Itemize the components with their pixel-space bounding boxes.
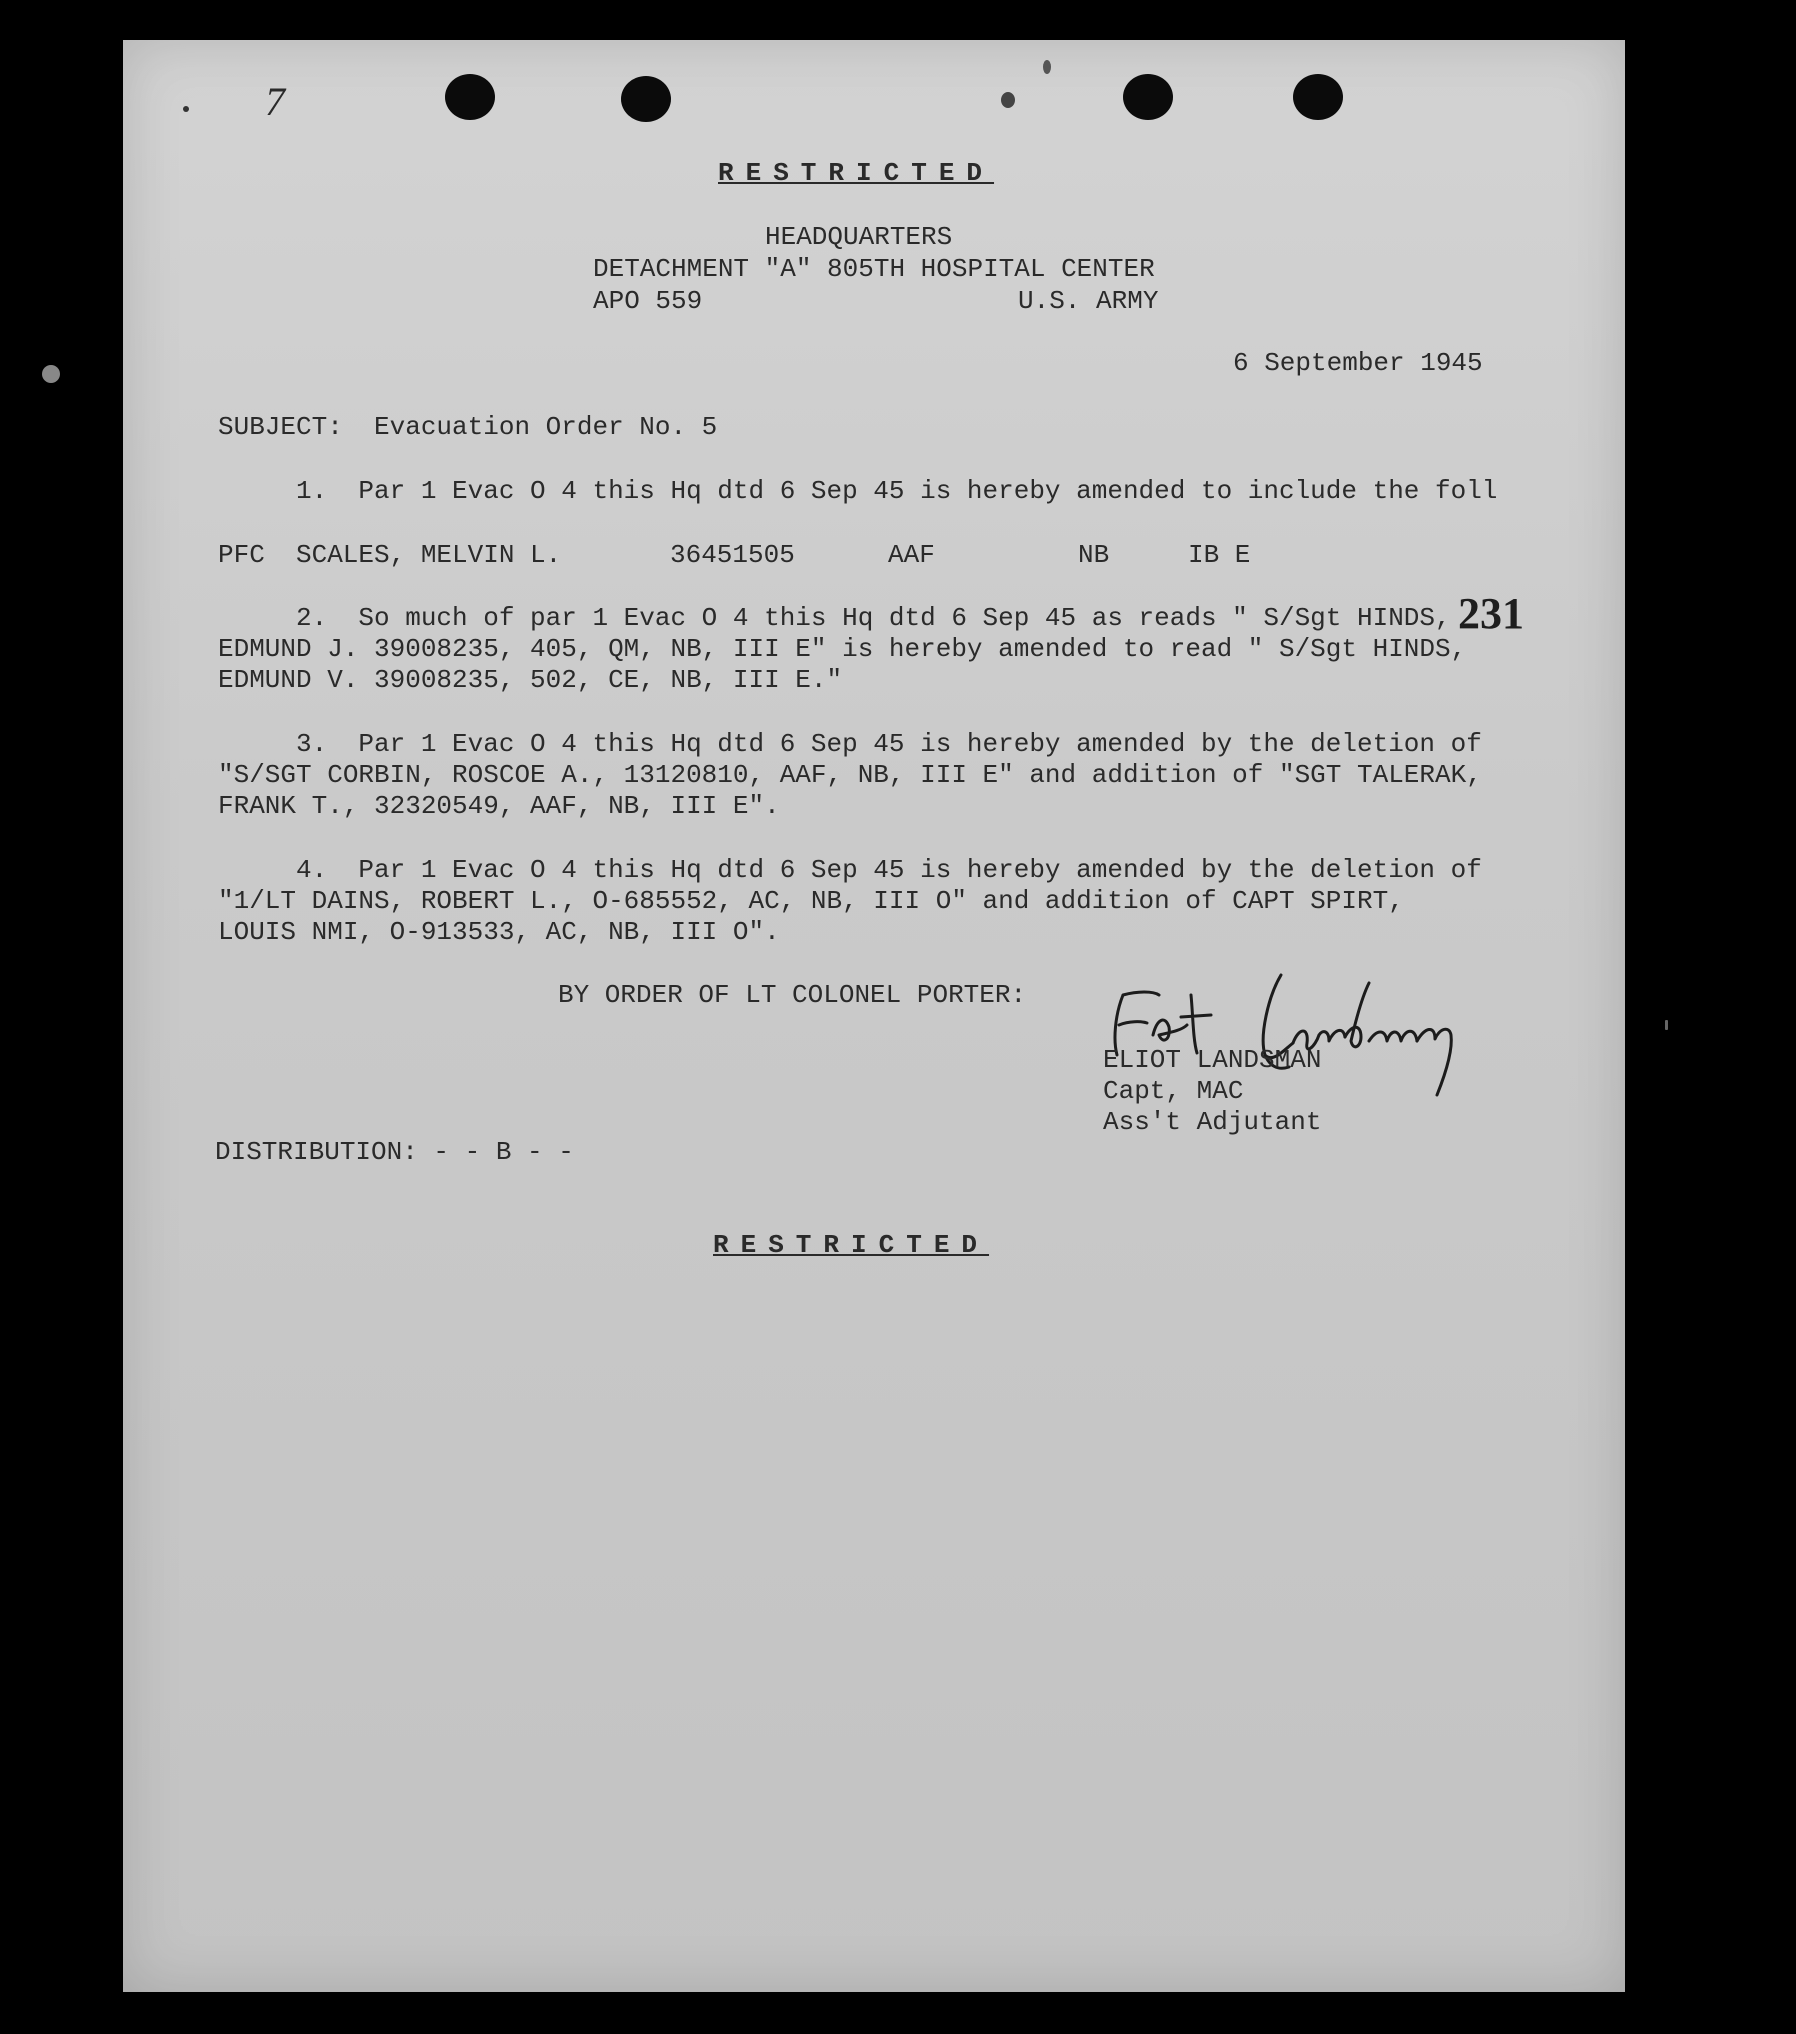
document-page — [123, 40, 1625, 1992]
signer-name: ELIOT LANDSMAN — [1103, 1045, 1322, 1075]
speck — [1043, 60, 1051, 74]
page-number-stamp: 231 — [1458, 589, 1524, 638]
paragraph-3-line-1: 3. Par 1 Evac O 4 this Hq dtd 6 Sep 45 is hereby amended by the deletion of — [218, 729, 1482, 759]
distribution-line: DISTRIBUTION: - - B - - — [215, 1137, 574, 1167]
speck — [183, 106, 189, 112]
roster-branch: AAF — [888, 540, 935, 570]
paragraph-2-line-1: 2. So much of par 1 Evac O 4 this Hq dtd 6 Sep 45 as reads " S/Sgt HINDS, — [218, 603, 1451, 633]
roster-name: SCALES, MELVIN L. — [296, 540, 562, 570]
top-left-mark: 7 — [265, 79, 285, 124]
classification-top: RESTRICTED — [718, 158, 995, 188]
roster-serial: 36451505 — [670, 540, 795, 570]
header-line-2: DETACHMENT "A" 805TH HOSPITAL CENTER — [593, 254, 1155, 284]
header-army: U.S. ARMY — [1018, 286, 1159, 316]
punch-hole — [621, 76, 671, 122]
paragraph-4-line-2: "1/LT DAINS, ROBERT L., O-685552, AC, NB, III O" and addition of CAPT SPIRT, — [218, 886, 1404, 916]
document-date: 6 September 1945 — [1233, 348, 1483, 378]
paragraph-4-line-1: 4. Par 1 Evac O 4 this Hq dtd 6 Sep 45 is hereby amended by the deletion of — [218, 855, 1482, 885]
paragraph-3-line-3: FRANK T., 32320549, AAF, NB, III E". — [218, 791, 780, 821]
subject-line: SUBJECT: Evacuation Order No. 5 — [218, 412, 718, 442]
paragraph-2-line-3: EDMUND V. 39008235, 502, CE, NB, III E." — [218, 665, 843, 695]
paragraph-2-line-2: EDMUND J. 39008235, 405, QM, NB, III E" is hereby amended to read " S/Sgt HINDS, — [218, 634, 1467, 664]
paragraph-4-line-3: LOUIS NMI, O-913533, AC, NB, III O". — [218, 917, 780, 947]
header-apo: APO 559 — [593, 286, 703, 316]
punch-hole — [445, 74, 495, 120]
paragraph-1: 1. Par 1 Evac O 4 this Hq dtd 6 Sep 45 is hereby amended to include the foll — [218, 476, 1498, 506]
edge-speck — [42, 365, 60, 383]
roster-class: IB E — [1188, 540, 1251, 570]
classification-bottom: RESTRICTED — [713, 1230, 990, 1260]
punch-hole — [1123, 74, 1173, 120]
roster-rank: PFC — [218, 540, 265, 570]
signer-title: Ass't Adjutant — [1103, 1107, 1322, 1137]
header-line-1: HEADQUARTERS — [765, 222, 953, 252]
punch-hole — [1293, 74, 1343, 120]
by-order-line: BY ORDER OF LT COLONEL PORTER: — [558, 980, 1027, 1010]
speck — [1001, 92, 1015, 108]
paragraph-3-line-2: "S/SGT CORBIN, ROSCOE A., 13120810, AAF, NB, III E" and addition of "SGT TALERAK, — [218, 760, 1482, 790]
signer-rank: Capt, MAC — [1103, 1076, 1244, 1106]
roster-code: NB — [1078, 540, 1110, 570]
edge-speck — [1665, 1020, 1668, 1030]
